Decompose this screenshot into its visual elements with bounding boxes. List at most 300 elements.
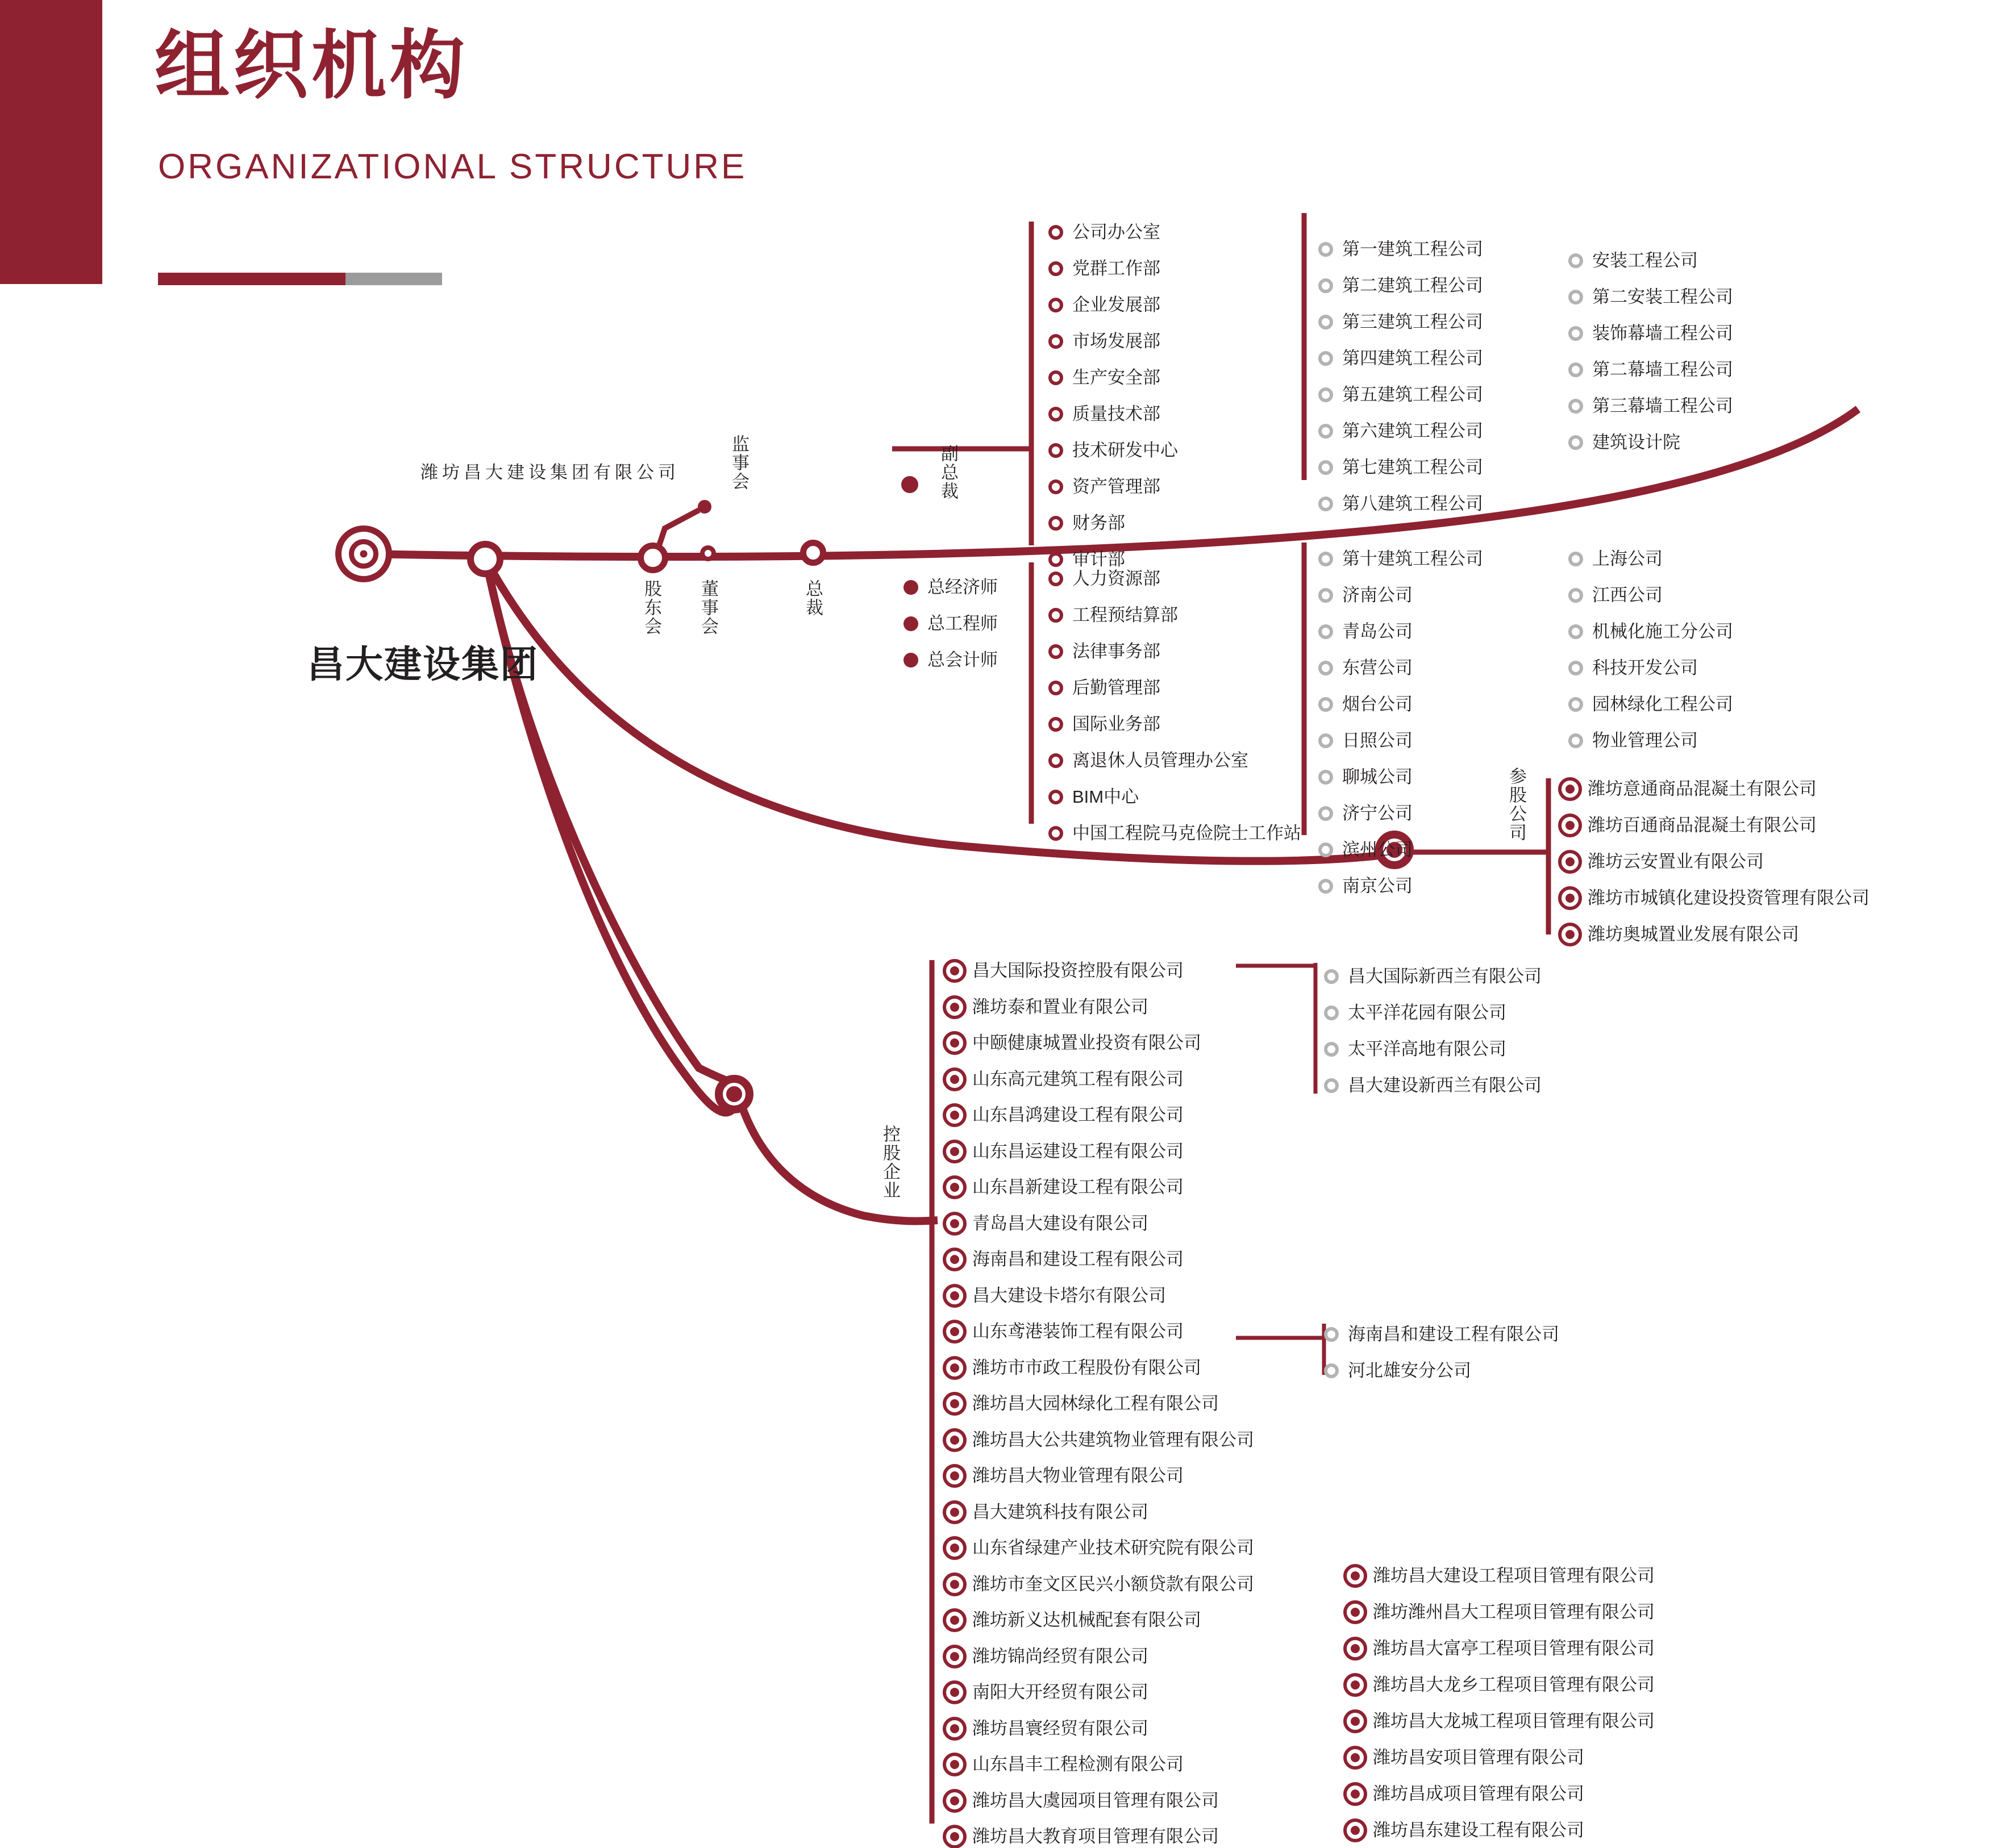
bullet-icon xyxy=(1324,1078,1339,1093)
bullet-icon xyxy=(946,1504,963,1521)
other-company-item-label: 科技开发公司 xyxy=(1592,658,1698,678)
bullet-icon xyxy=(946,1540,963,1557)
equity-company-item-label: 潍坊意通商品混凝土有限公司 xyxy=(1588,779,1817,799)
bullet-icon xyxy=(1324,1363,1339,1378)
holding-company-item[interactable] xyxy=(946,1609,1201,1631)
yuangang-subsidiary-item[interactable] xyxy=(1324,1360,1471,1382)
bullet-icon xyxy=(1048,443,1063,458)
node-vice-president[interactable] xyxy=(901,476,918,493)
bullet-icon xyxy=(1324,1042,1339,1057)
other-company-item-label: 上海公司 xyxy=(1592,549,1663,569)
bullet-icon xyxy=(903,616,918,631)
yuangang-subsidiary-item-label: 海南昌和建设工程有限公司 xyxy=(1348,1324,1559,1344)
officer-item-label: 总会计师 xyxy=(927,650,998,670)
bullet-icon xyxy=(1347,1604,1364,1621)
equity-company-item[interactable] xyxy=(1562,778,1817,800)
node-shareholders[interactable] xyxy=(638,543,668,573)
bullet-icon xyxy=(946,962,963,979)
holding-company-item[interactable] xyxy=(946,1249,1184,1270)
holding-company-item[interactable] xyxy=(946,1646,1148,1667)
other-company-item[interactable] xyxy=(1568,657,1698,679)
project-management-company-item-label: 潍坊昌大龙城工程项目管理有限公司 xyxy=(1373,1711,1655,1731)
bullet-icon xyxy=(1048,790,1063,804)
international-subsidiary-item-label: 昌大建设新西兰有限公司 xyxy=(1348,1075,1542,1095)
project-management-company-item-label: 潍坊昌东建设工程有限公司 xyxy=(1373,1820,1584,1840)
equity-company-item[interactable] xyxy=(1562,815,1817,836)
engineering-company-item-label: 第二安装工程公司 xyxy=(1592,287,1733,307)
bullet-icon xyxy=(1568,588,1583,603)
holding-company-item[interactable] xyxy=(946,1501,1148,1523)
bullet-icon xyxy=(1568,399,1583,414)
department-item[interactable] xyxy=(1048,641,1160,662)
project-management-company-item[interactable] xyxy=(1347,1820,1584,1841)
engineering-company-item[interactable] xyxy=(1568,432,1680,453)
holding-company-item[interactable] xyxy=(946,1069,1184,1090)
holding-company-item[interactable] xyxy=(946,1141,1184,1162)
holding-company-item[interactable] xyxy=(946,1718,1148,1739)
department-item[interactable] xyxy=(1048,549,1125,570)
regional-company-item-label: 日照公司 xyxy=(1342,731,1413,750)
other-company-item-label: 机械化施工分公司 xyxy=(1592,621,1733,641)
bullet-icon xyxy=(1324,1327,1339,1342)
international-subsidiary-item-label: 昌大国际新西兰有限公司 xyxy=(1348,966,1542,986)
regional-company-item-label: 聊城公司 xyxy=(1342,767,1413,787)
equity-company-item[interactable] xyxy=(1562,924,1799,945)
bullet-icon xyxy=(946,1395,963,1412)
engineering-company-item-label: 装饰幕墙工程公司 xyxy=(1592,323,1733,343)
department-item[interactable] xyxy=(1048,222,1160,243)
regional-company-item[interactable] xyxy=(1318,875,1413,897)
label-supervisors: 监事会 xyxy=(729,435,749,491)
department-item-label: 工程预结算部 xyxy=(1072,605,1178,625)
bullet-icon xyxy=(946,1720,963,1737)
construction-company-item-label: 第三建筑工程公司 xyxy=(1342,312,1483,332)
department-item-label: 市场发展部 xyxy=(1072,331,1160,351)
construction-company-item[interactable] xyxy=(1318,311,1483,333)
other-company-item[interactable] xyxy=(1568,585,1663,606)
bullet-icon xyxy=(1562,853,1579,870)
other-company-item-label: 江西公司 xyxy=(1592,585,1663,605)
bullet-icon xyxy=(946,1251,963,1268)
bullet-icon xyxy=(946,1107,963,1124)
equity-company-item[interactable] xyxy=(1562,851,1764,873)
regional-company-item-label: 东营公司 xyxy=(1342,658,1413,678)
bullet-icon xyxy=(1562,817,1579,834)
department-item[interactable] xyxy=(1048,677,1160,699)
bullet-icon xyxy=(1318,460,1333,475)
regional-company-item-label: 第十建筑工程公司 xyxy=(1342,549,1483,569)
bullet-icon xyxy=(1318,806,1333,821)
bullet-icon xyxy=(1568,435,1583,450)
holding-company-item[interactable] xyxy=(946,1537,1254,1559)
holding-company-item-label: 潍坊昌大教育项目管理有限公司 xyxy=(972,1826,1219,1846)
regional-company-item[interactable] xyxy=(1318,730,1413,752)
bullet-icon xyxy=(946,1648,963,1665)
engineering-company-item[interactable] xyxy=(1568,250,1698,272)
holding-company-item[interactable] xyxy=(946,1177,1184,1198)
bullet-icon xyxy=(946,1287,963,1304)
bullet-icon xyxy=(1318,733,1333,748)
regional-company-item[interactable] xyxy=(1318,839,1413,861)
international-subsidiary-item[interactable] xyxy=(1324,1002,1506,1024)
equity-company-item-label: 潍坊云安置业有限公司 xyxy=(1588,852,1764,871)
bullet-icon xyxy=(1568,362,1583,377)
other-company-item[interactable] xyxy=(1568,548,1663,570)
bullet-icon xyxy=(946,1612,963,1629)
other-company-item-label: 园林绿化工程公司 xyxy=(1592,694,1733,714)
bullet-icon xyxy=(1048,552,1063,567)
project-management-company-item-label: 潍坊昌大龙乡工程项目管理有限公司 xyxy=(1373,1675,1655,1695)
bullet-icon xyxy=(1048,516,1063,531)
project-management-company-item[interactable] xyxy=(1347,1747,1584,1768)
bullet-icon xyxy=(1568,552,1583,566)
holding-company-item-label: 南阳大开经贸有限公司 xyxy=(972,1682,1148,1702)
project-management-company-item-label: 潍坊昌成项目管理有限公司 xyxy=(1373,1784,1584,1804)
regional-company-item[interactable] xyxy=(1318,803,1413,824)
engineering-company-item[interactable] xyxy=(1568,323,1733,344)
label-holding-company: 控股企业 xyxy=(880,1125,900,1200)
bullet-icon xyxy=(946,1432,963,1449)
bullet-icon xyxy=(1318,387,1333,402)
root-node-outer[interactable] xyxy=(335,525,392,582)
bullet-icon xyxy=(1048,717,1063,732)
department-item-label: 后勤管理部 xyxy=(1072,678,1160,698)
project-management-company-item-label: 潍坊潍州昌大工程项目管理有限公司 xyxy=(1373,1602,1655,1622)
bullet-icon xyxy=(1048,298,1063,312)
bullet-icon xyxy=(1568,253,1583,268)
bullet-icon xyxy=(1318,424,1333,439)
yuangang-subsidiary-item-label: 河北雄安分公司 xyxy=(1348,1361,1471,1380)
bullet-icon xyxy=(1048,826,1063,841)
construction-company-item[interactable] xyxy=(1318,348,1483,369)
department-item[interactable] xyxy=(1048,750,1248,771)
bullet-icon xyxy=(903,653,918,668)
holding-company-item[interactable] xyxy=(946,1104,1184,1126)
holding-company-item-label: 潍坊昌大园林绿化工程有限公司 xyxy=(972,1394,1219,1413)
department-item[interactable] xyxy=(1048,823,1301,844)
officer-item[interactable] xyxy=(903,577,998,598)
department-item-label: 离退休人员管理办公室 xyxy=(1072,750,1248,770)
international-subsidiary-item-label: 太平洋花园有限公司 xyxy=(1348,1003,1506,1023)
holding-company-item-label: 潍坊昌寰经贸有限公司 xyxy=(972,1718,1148,1738)
department-item-label: 审计部 xyxy=(1072,549,1125,569)
construction-company-item-label: 第六建筑工程公司 xyxy=(1342,421,1483,441)
bullet-icon xyxy=(1347,1567,1364,1584)
holding-company-item[interactable] xyxy=(946,1682,1148,1703)
construction-company-item[interactable] xyxy=(1318,239,1483,260)
holding-company-item[interactable] xyxy=(946,1032,1201,1054)
bullet-icon xyxy=(1048,479,1063,494)
bullet-icon xyxy=(1048,334,1063,349)
project-management-company-item-label: 潍坊昌安项目管理有限公司 xyxy=(1373,1747,1584,1767)
department-item-label: 资产管理部 xyxy=(1072,477,1160,497)
holding-company-item-label: 山东昌鸿建设工程有限公司 xyxy=(972,1105,1184,1125)
holding-company-item[interactable] xyxy=(946,1754,1184,1775)
bullet-icon xyxy=(1318,497,1333,511)
equity-company-item-label: 潍坊奥城置业发展有限公司 xyxy=(1588,924,1799,944)
project-management-company-item-label: 潍坊昌大富亭工程项目管理有限公司 xyxy=(1373,1638,1655,1658)
bullet-icon xyxy=(1562,781,1579,798)
equity-company-item-label: 潍坊市城镇化建设投资管理有限公司 xyxy=(1588,888,1869,908)
node-board[interactable] xyxy=(700,545,716,561)
bullet-icon xyxy=(946,1684,963,1701)
holding-company-item-label: 海南昌和建设工程有限公司 xyxy=(972,1249,1184,1269)
page-subtitle: ORGANIZATIONAL STRUCTURE xyxy=(158,147,747,186)
bullet-icon xyxy=(946,1467,963,1484)
department-item-label: BIM中心 xyxy=(1072,787,1139,807)
bullet-icon xyxy=(1318,588,1333,603)
department-item[interactable] xyxy=(1048,476,1160,498)
bullet-icon xyxy=(1048,370,1063,385)
holding-company-item[interactable] xyxy=(946,1429,1254,1451)
bullet-icon xyxy=(946,1215,963,1232)
construction-company-item-label: 第一建筑工程公司 xyxy=(1342,239,1483,259)
holding-company-item[interactable] xyxy=(946,1826,1219,1847)
regional-company-item-label: 烟台公司 xyxy=(1342,694,1413,714)
label-president: 总裁 xyxy=(803,579,823,617)
bullet-icon xyxy=(946,1359,963,1376)
regional-company-item-label: 南京公司 xyxy=(1342,876,1413,896)
construction-company-item-label: 第七建筑工程公司 xyxy=(1342,457,1483,477)
regional-company-item[interactable] xyxy=(1318,621,1413,643)
bullet-icon xyxy=(1048,608,1063,623)
bullet-icon xyxy=(1318,842,1333,857)
holding-company-item[interactable] xyxy=(946,1790,1219,1812)
bullet-icon xyxy=(1048,225,1063,240)
root-node-inner xyxy=(349,539,378,569)
bullet-icon xyxy=(1568,697,1583,712)
regional-company-item-label: 济南公司 xyxy=(1342,585,1413,605)
bullet-icon xyxy=(1347,1640,1364,1657)
bullet-icon xyxy=(1568,290,1583,304)
international-subsidiary-item[interactable] xyxy=(1324,1075,1542,1096)
bullet-icon xyxy=(946,1034,963,1052)
department-item-label: 中国工程院马克俭院士工作站 xyxy=(1072,823,1301,843)
holding-company-item-label: 昌大建设卡塔尔有限公司 xyxy=(972,1285,1166,1305)
node-supervisors[interactable] xyxy=(698,500,711,514)
officer-item-label: 总经济师 xyxy=(927,577,998,597)
bullet-icon xyxy=(1318,879,1333,894)
international-subsidiary-item-label: 太平洋高地有限公司 xyxy=(1348,1039,1506,1059)
officer-item-label: 总工程师 xyxy=(927,614,998,633)
holding-company-item-label: 山东省绿建产业技术研究院有限公司 xyxy=(972,1538,1254,1558)
label-vice-president: 副总裁 xyxy=(938,444,958,500)
holding-company-item[interactable] xyxy=(946,1285,1166,1307)
construction-company-item-label: 第二建筑工程公司 xyxy=(1342,276,1483,295)
regional-company-item[interactable] xyxy=(1318,657,1413,679)
other-company-item[interactable] xyxy=(1568,621,1733,643)
other-company-item[interactable] xyxy=(1568,730,1698,752)
header-rule-fill xyxy=(158,273,345,285)
holding-company-item[interactable] xyxy=(946,960,1184,982)
holding-company-item[interactable] xyxy=(946,1321,1184,1342)
holding-company-item-label: 山东鸢港装饰工程有限公司 xyxy=(972,1321,1184,1341)
department-item[interactable] xyxy=(1048,786,1139,808)
bullet-icon xyxy=(946,1792,963,1809)
bullet-icon xyxy=(1324,969,1339,984)
holding-company-item-label: 青岛昌大建设有限公司 xyxy=(972,1213,1148,1233)
bullet-icon xyxy=(946,1179,963,1196)
bullet-icon xyxy=(1048,261,1063,276)
construction-company-item[interactable] xyxy=(1318,457,1483,478)
page-title: 组织机构 xyxy=(155,24,468,107)
holding-company-item-label: 潍坊昌大公共建筑物业管理有限公司 xyxy=(972,1429,1254,1450)
holding-company-item[interactable] xyxy=(946,1393,1219,1415)
bullet-icon xyxy=(1347,1713,1364,1730)
bullet-icon xyxy=(1318,624,1333,639)
holding-company-item-label: 潍坊锦尚经贸有限公司 xyxy=(972,1646,1148,1666)
department-item-label: 法律事务部 xyxy=(1072,641,1160,661)
project-management-company-item[interactable] xyxy=(1347,1783,1584,1805)
header-rule xyxy=(158,273,442,285)
holding-company-item-label: 山东昌运建设工程有限公司 xyxy=(972,1141,1184,1161)
root-big-label: 昌大建设集团 xyxy=(307,643,539,685)
label-shareholders: 股东会 xyxy=(642,579,661,636)
engineering-company-item[interactable] xyxy=(1568,395,1733,417)
department-item-label: 党群工作部 xyxy=(1072,258,1160,278)
bullet-icon xyxy=(1048,644,1063,659)
holding-company-item-label: 山东高元建筑工程有限公司 xyxy=(972,1069,1184,1089)
bullet-icon xyxy=(1048,681,1063,695)
department-item[interactable] xyxy=(1048,403,1160,425)
department-item[interactable] xyxy=(1048,258,1160,280)
department-item[interactable] xyxy=(1048,568,1160,590)
holding-company-item-label: 潍坊泰和置业有限公司 xyxy=(972,996,1148,1017)
bullet-icon xyxy=(1318,770,1333,785)
department-item-label: 财务部 xyxy=(1072,513,1125,533)
root-node-label: 潍坊昌大建设集团有限公司 xyxy=(420,462,680,482)
header-accent-block xyxy=(0,0,102,284)
international-subsidiary-item[interactable] xyxy=(1324,966,1542,987)
holding-company-item-label: 山东昌新建设工程有限公司 xyxy=(972,1177,1184,1197)
label-board: 董事会 xyxy=(698,579,718,636)
bullet-icon xyxy=(1318,278,1333,293)
officer-item[interactable] xyxy=(903,649,998,671)
regional-company-item-label: 济宁公司 xyxy=(1342,803,1413,823)
project-management-company-item[interactable] xyxy=(1347,1601,1655,1623)
bullet-icon xyxy=(1568,326,1583,341)
bullet-icon xyxy=(1324,1006,1339,1020)
bullet-icon xyxy=(1318,315,1333,329)
construction-company-item[interactable] xyxy=(1318,420,1483,442)
department-item-label: 公司办公室 xyxy=(1072,222,1160,242)
department-item-label: 企业发展部 xyxy=(1072,295,1160,315)
regional-company-item[interactable] xyxy=(1318,694,1413,715)
holding-company-item-label: 潍坊昌大物业管理有限公司 xyxy=(972,1466,1184,1486)
holding-company-item-label: 潍坊市奎文区民兴小额贷款有限公司 xyxy=(972,1574,1254,1594)
regional-company-item[interactable] xyxy=(1318,766,1413,788)
bullet-icon xyxy=(946,1143,963,1160)
regional-company-item-label: 滨州公司 xyxy=(1342,840,1413,860)
bullet-icon xyxy=(1318,351,1333,366)
engineering-company-item[interactable] xyxy=(1568,286,1733,308)
node-group-company[interactable] xyxy=(467,541,503,577)
department-item[interactable] xyxy=(1048,331,1160,352)
bullet-icon xyxy=(946,999,963,1016)
department-item[interactable] xyxy=(1048,294,1160,316)
project-management-company-item[interactable] xyxy=(1347,1674,1655,1696)
yuangang-subsidiary-item[interactable] xyxy=(1324,1324,1559,1345)
department-item-label: 国际业务部 xyxy=(1072,714,1160,734)
holding-company-item[interactable] xyxy=(946,1213,1148,1234)
holding-company-item-label: 山东昌丰工程检测有限公司 xyxy=(972,1754,1184,1774)
regional-company-item[interactable] xyxy=(1318,548,1483,570)
bullet-icon xyxy=(1568,624,1583,639)
engineering-company-item[interactable] xyxy=(1568,359,1733,381)
equity-company-item[interactable] xyxy=(1562,887,1869,909)
construction-company-item[interactable] xyxy=(1318,384,1483,406)
project-management-company-item[interactable] xyxy=(1347,1638,1655,1659)
construction-company-item-label: 第五建筑工程公司 xyxy=(1342,385,1483,404)
project-management-company-item[interactable] xyxy=(1347,1565,1655,1587)
holding-company-item[interactable] xyxy=(946,1465,1184,1487)
holding-company-item[interactable] xyxy=(946,1357,1201,1379)
department-item[interactable] xyxy=(1048,604,1178,626)
bullet-icon xyxy=(946,1323,963,1340)
engineering-company-item-label: 第三幕墙工程公司 xyxy=(1592,396,1733,416)
department-item[interactable] xyxy=(1048,714,1160,735)
bullet-icon xyxy=(946,1576,963,1593)
bullet-icon xyxy=(1568,661,1583,675)
holding-company-item-label: 潍坊市市政工程股份有限公司 xyxy=(972,1357,1201,1378)
bullet-icon xyxy=(1318,661,1333,675)
bullet-icon xyxy=(1562,926,1579,943)
officer-item[interactable] xyxy=(903,613,998,635)
engineering-company-item-label: 安装工程公司 xyxy=(1592,251,1698,270)
construction-company-item-label: 第八建筑工程公司 xyxy=(1342,494,1483,514)
department-item-label: 质量技术部 xyxy=(1072,404,1160,424)
bullet-icon xyxy=(1562,890,1579,907)
holding-company-item[interactable] xyxy=(946,996,1148,1018)
bullet-icon xyxy=(1048,407,1063,422)
engineering-company-item-label: 建筑设计院 xyxy=(1592,432,1680,452)
holding-company-item-label: 昌大建筑科技有限公司 xyxy=(972,1501,1148,1522)
root-node-core xyxy=(360,550,368,558)
node-holding-company[interactable] xyxy=(715,1075,753,1113)
holding-company-item-label: 昌大国际投资控股有限公司 xyxy=(972,961,1184,981)
project-management-company-item-label: 潍坊昌大建设工程项目管理有限公司 xyxy=(1373,1566,1655,1586)
bullet-icon xyxy=(946,1828,963,1845)
engineering-company-item-label: 第二幕墙工程公司 xyxy=(1592,360,1733,379)
international-subsidiary-item[interactable] xyxy=(1324,1038,1506,1060)
bullet-icon xyxy=(1347,1676,1364,1693)
regional-company-item[interactable] xyxy=(1318,585,1413,606)
bullet-icon xyxy=(1318,697,1333,712)
department-item[interactable] xyxy=(1048,512,1125,534)
holding-company-item-label: 潍坊昌大虞园项目管理有限公司 xyxy=(972,1790,1219,1811)
bullet-icon xyxy=(946,1756,963,1773)
bullet-icon xyxy=(1318,242,1333,257)
department-item[interactable] xyxy=(1048,367,1160,389)
holding-company-item-label: 中颐健康城置业投资有限公司 xyxy=(972,1033,1201,1053)
bullet-icon xyxy=(1347,1749,1364,1766)
node-president[interactable] xyxy=(800,540,826,566)
equity-company-item-label: 潍坊百通商品混凝土有限公司 xyxy=(1588,815,1817,835)
holding-company-item[interactable] xyxy=(946,1574,1254,1595)
other-company-item[interactable] xyxy=(1568,694,1733,715)
regional-company-item-label: 青岛公司 xyxy=(1342,621,1413,641)
holding-company-item-label: 潍坊新义达机械配套有限公司 xyxy=(972,1610,1201,1630)
bullet-icon xyxy=(1318,552,1333,566)
department-item-label: 技术研发中心 xyxy=(1072,440,1178,460)
bullet-icon xyxy=(1347,1786,1364,1803)
department-item-label: 生产安全部 xyxy=(1072,368,1160,387)
department-item[interactable] xyxy=(1048,440,1178,461)
bullet-icon xyxy=(903,580,918,595)
project-management-company-item[interactable] xyxy=(1347,1711,1655,1732)
construction-company-item[interactable] xyxy=(1318,275,1483,297)
construction-company-item[interactable] xyxy=(1318,493,1483,515)
